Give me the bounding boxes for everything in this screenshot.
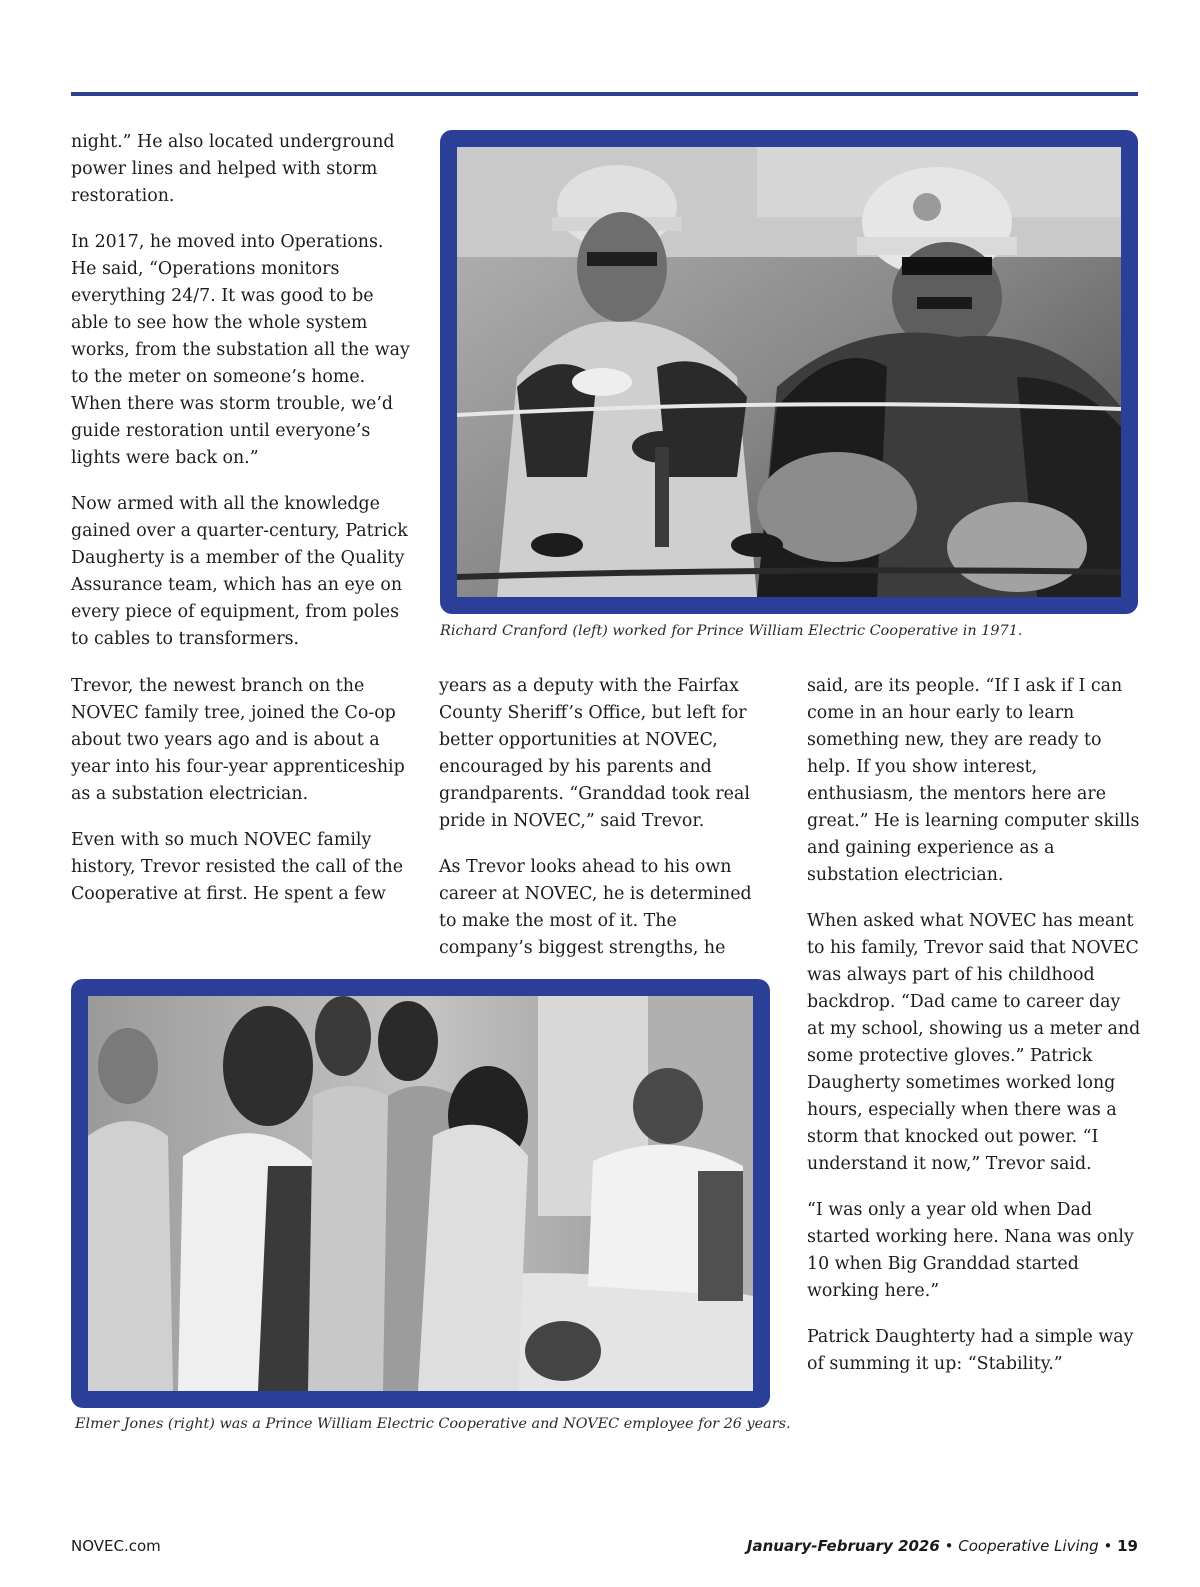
photo-frame-linemen <box>440 130 1138 614</box>
footer-site: NOVEC.com <box>71 1537 161 1555</box>
footer-issue-info <box>747 1537 1138 1555</box>
footer-separator: • <box>1103 1537 1113 1555</box>
page-number: 19 <box>1117 1537 1138 1555</box>
paragraph: “I was only a year old when Dad started working here. Nana was only 10 when Big Granddad started working here.” <box>807 1200 1134 1301</box>
paragraph: Trevor, the newest branch on the NOVEC family tree, joined the Co-op about two years ago and is about a year into his four-year apprenticeship as a substation electrician. <box>71 676 405 804</box>
photo-linemen-image <box>457 147 1121 597</box>
photo-linemen <box>457 147 1121 597</box>
photo-group-image <box>88 996 753 1391</box>
article-column-1-lower <box>71 673 411 908</box>
paragraph: Patrick Daughterty had a simple way of summing it up: “Stability.” <box>807 1327 1134 1374</box>
top-rule <box>71 92 1138 96</box>
footer-publication: Cooperative Living <box>958 1537 1099 1555</box>
paragraph: As Trevor looks ahead to his own career at NOVEC, he is determined to make the most of it. The company’s biggest strengths, he <box>439 857 752 958</box>
photo-frame-group <box>71 979 770 1408</box>
paragraph: years as a deputy with the Fairfax County Sheriff’s Office, but left for better opportunities at NOVEC, encouraged by his parents and grandparents. “Granddad took real pride in NOVEC,” said Trevor. <box>439 676 750 831</box>
paragraph: Now armed with all the knowledge gained over a quarter-century, Patrick Daugherty is a member of the Quality Assurance team, which has an eye on every piece of equipment, from poles to cables to transformers. <box>71 494 408 649</box>
photo-caption-group: Elmer Jones (right) was a Prince William Electric Cooperative and NOVEC employee for 26 years. <box>75 1416 791 1432</box>
paragraph: When asked what NOVEC has meant to his family, Trevor said that NOVEC was always part of his childhood backdrop. “Dad came to career day at my school, showing us a meter and some protective gloves.” Patrick Daugherty sometimes worked long hours, especially when there was a storm that knocked out power. “I understand it now,” Trevor said. <box>807 911 1141 1174</box>
photo-group <box>88 996 753 1391</box>
article-column-3 <box>807 673 1142 1378</box>
article-column-2 <box>439 673 769 962</box>
footer-separator: • <box>944 1537 954 1555</box>
paragraph: said, are its people. “If I ask if I can come in an hour early to learn something new, they are ready to help. If you show interest, enthusiasm, the mentors here are great.” He is learning computer skills and gaining experience as a substation electrician. <box>807 676 1140 885</box>
article-column-1 <box>71 129 411 653</box>
photo-caption-linemen: Richard Cranford (left) worked for Prince William Electric Cooperative in 1971. <box>440 623 1023 639</box>
footer-issue: January-February 2026 <box>746 1537 940 1555</box>
paragraph: night.” He also located underground power lines and helped with storm restoration. <box>71 132 395 206</box>
paragraph: In 2017, he moved into Operations. He said, “Operations monitors everything 24/7. It was good to be able to see how the whole system works, from the substation all the way to the meter on someone’s home. When there was storm trouble, we’d guide restoration until everyone’s lights were back on.” <box>71 232 410 468</box>
paragraph: Even with so much NOVEC family history, Trevor resisted the call of the Cooperative at first. He spent a few <box>71 830 404 904</box>
